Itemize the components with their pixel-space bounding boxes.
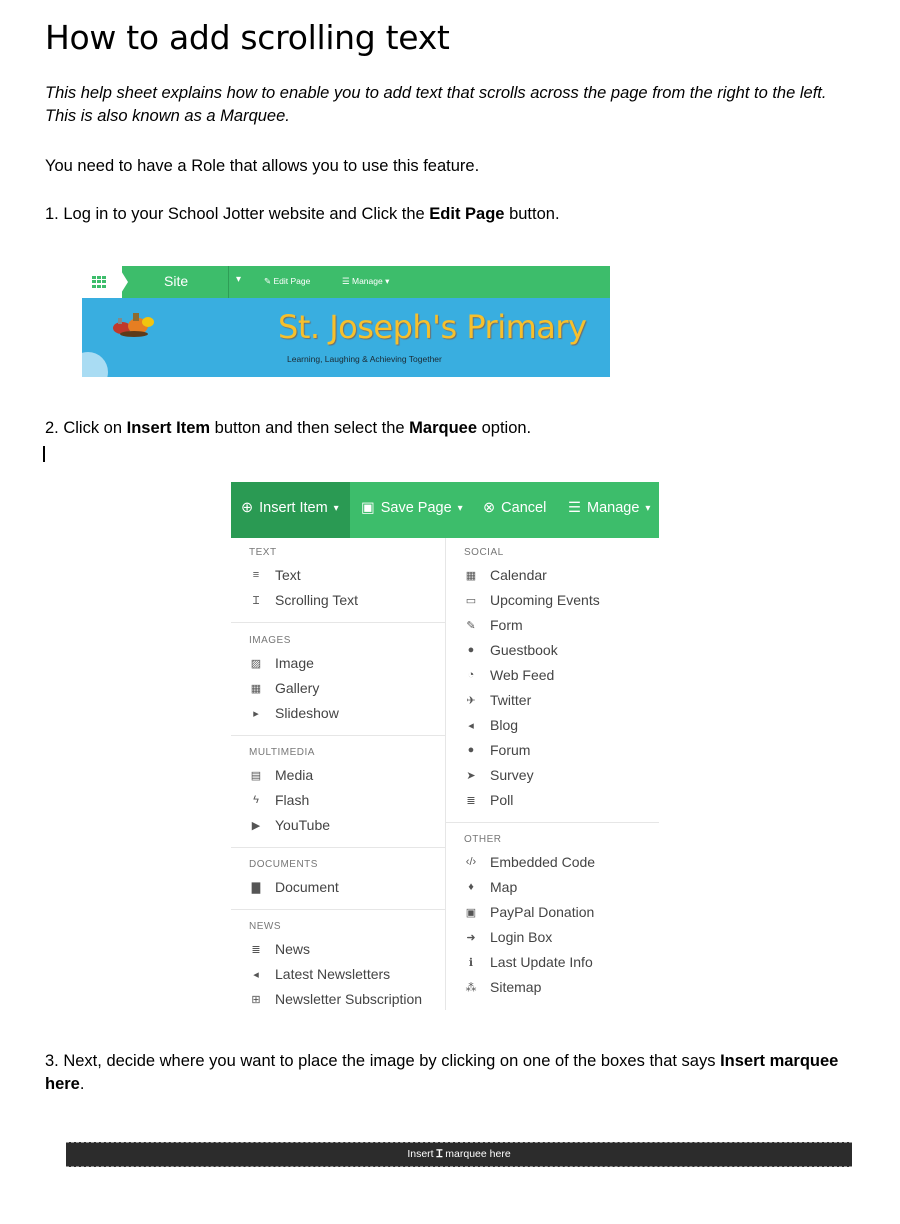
bar-divider [228, 266, 229, 298]
comment-icon: ● [467, 644, 475, 656]
insert-menu-screenshot [231, 482, 659, 1016]
step-3-bold: Insert marquee here [45, 1052, 839, 1093]
chevron-down-icon: ▾ [382, 276, 390, 286]
bullhorn-icon: ◂ [468, 719, 474, 732]
menu-item-media[interactable] [249, 767, 313, 783]
menu-item-label: Map [490, 879, 518, 895]
section-social: SOCIAL [464, 547, 504, 558]
rss-icon: ◔ [467, 669, 475, 681]
step-1-text-a: 1. Log in to your School Jotter website and Click the [45, 205, 430, 223]
menu-item-label: Latest Newsletters [275, 966, 391, 982]
menu-item-label: Twitter [490, 692, 532, 708]
section-divider [446, 822, 659, 823]
youtube-icon: ▶ [251, 819, 261, 832]
site-admin-bar [82, 266, 610, 298]
info-icon: ℹ [468, 956, 474, 969]
site-header-screenshot [82, 266, 610, 377]
manage-button[interactable] [342, 276, 389, 287]
menu-item-paypal-donation[interactable] [464, 904, 594, 920]
menu-item-label: News [275, 941, 311, 957]
menu-item-forum[interactable] [464, 742, 530, 758]
cancel-label: Cancel [501, 500, 547, 516]
save-page-label: Save Page [380, 500, 452, 516]
menu-item-label: Embedded Code [490, 854, 596, 870]
role-note: You need to have a Role that allows you to use this feature. [45, 157, 480, 175]
menu-item-login-box[interactable] [464, 929, 552, 945]
film-icon: ▤ [250, 769, 262, 782]
step-2 [45, 417, 860, 440]
menu-item-sitemap[interactable] [464, 979, 541, 995]
menu-item-scrolling-text[interactable] [249, 592, 358, 608]
menu-item-label: Blog [490, 717, 519, 733]
map-marker-icon: ♦ [468, 881, 474, 893]
comment-icon: ● [467, 744, 475, 756]
step-2-text-c: option. [477, 419, 532, 437]
insert-word: Insert [407, 1148, 434, 1160]
edit-icon: ✎ [264, 276, 274, 286]
menu-item-label: Newsletter Subscription [275, 991, 423, 1007]
menu-item-label: Upcoming Events [490, 592, 600, 608]
twitter-icon: ✈ [466, 694, 476, 707]
school-banner [82, 298, 610, 377]
grid-icon: ▦ [250, 682, 262, 695]
plus-square-icon: ⊞ [251, 993, 261, 1006]
menu-item-label: Media [275, 767, 314, 783]
menu-item-label: Text [275, 567, 301, 583]
page-title: How to add scrolling text [45, 18, 450, 57]
menu-item-youtube[interactable] [249, 817, 330, 833]
banner-decoration [82, 352, 108, 377]
insert-item-label: Insert Item [259, 500, 328, 516]
menu-item-label: Web Feed [490, 667, 555, 683]
file-icon: ▇ [251, 881, 261, 894]
calendar-empty-icon: ▭ [465, 594, 477, 607]
insert-marquee-placeholder[interactable] [66, 1142, 852, 1167]
menu-item-label: Gallery [275, 680, 320, 696]
manage-label: Manage [587, 500, 640, 516]
editor-toolbar [231, 482, 659, 538]
insert-dropdown [231, 538, 659, 1016]
chevron-down-icon: ▾ [457, 502, 463, 514]
step-1-bold: Edit Page [429, 205, 505, 223]
section-other: OTHER [464, 834, 502, 845]
manage-button[interactable] [568, 500, 650, 516]
edit-page-button[interactable] [264, 276, 310, 287]
menu-item-label: Sitemap [490, 979, 542, 995]
menu-item-label: Document [275, 879, 339, 895]
calendar-icon: ▦ [465, 569, 477, 582]
text-cursor-icon: Ɪ [436, 1148, 443, 1160]
menu-item-blog[interactable] [464, 717, 518, 733]
school-tagline: Learning, Laughing & Achieving Together [287, 354, 442, 364]
menu-icon: ☰ [568, 500, 581, 516]
grid-icon [92, 276, 106, 288]
section-multimedia: MULTIMEDIA [249, 747, 315, 758]
section-news: NEWS [249, 921, 281, 932]
save-page-button[interactable] [361, 500, 463, 516]
align-left-icon: ≡ [252, 569, 260, 581]
menu-item-flash[interactable] [249, 792, 309, 808]
section-text: TEXT [249, 547, 277, 558]
menu-item-label: Flash [275, 792, 310, 808]
close-circle-icon: ⊗ [483, 500, 496, 516]
menu-item-label: Login Box [490, 929, 553, 945]
menu-item-latest-newsletters[interactable] [249, 966, 390, 982]
column-divider [445, 538, 446, 1010]
menu-item-gallery[interactable] [249, 680, 319, 696]
list-icon: ≣ [466, 794, 476, 807]
menu-item-news[interactable] [249, 941, 310, 957]
step-1 [45, 203, 860, 226]
cancel-button[interactable] [483, 500, 546, 516]
menu-item-map[interactable] [464, 879, 517, 895]
section-divider [231, 735, 445, 736]
text-cursor [43, 446, 45, 462]
apps-grid-button[interactable] [82, 266, 122, 298]
chevron-down-icon: ▾ [645, 502, 651, 514]
step-3-text-b: . [79, 1075, 85, 1093]
menu-item-survey[interactable] [464, 767, 534, 783]
send-icon: ➤ [466, 769, 476, 782]
edit-page-label: Edit Page [273, 276, 311, 286]
section-divider [231, 909, 445, 910]
picture-icon: ▨ [250, 657, 262, 670]
menu-item-label: PayPal Donation [490, 904, 595, 920]
menu-item-newsletter-subscription[interactable] [249, 991, 422, 1007]
marquee-here-word: marquee here [445, 1148, 511, 1160]
code-icon: ‹/› [465, 856, 477, 868]
site-label: Site [164, 273, 189, 289]
sign-in-icon: ➜ [466, 931, 476, 944]
menu-item-last-update-info[interactable] [464, 954, 593, 970]
menu-item-calendar[interactable] [464, 567, 547, 583]
menu-icon: ☰ [342, 276, 352, 286]
step-2-bold-1: Insert Item [126, 419, 211, 437]
menu-item-twitter[interactable] [464, 692, 531, 708]
manage-label: Manage [351, 276, 383, 286]
menu-item-embedded-code[interactable] [464, 854, 595, 870]
sitemap-icon: ⁂ [465, 981, 477, 994]
money-icon: ▣ [465, 906, 477, 919]
step-2-text-b: button and then select the [210, 419, 410, 437]
intro-text: This help sheet explains how to enable you to add text that scrolls across the page from the right to the left. This is also known as a Marquee. [45, 84, 827, 125]
chevron-down-icon: ▾ [333, 502, 339, 514]
menu-item-label: Poll [490, 792, 514, 808]
menu-item-label: Guestbook [490, 642, 558, 658]
news-icon: ≣ [251, 943, 261, 956]
section-documents: DOCUMENTS [249, 859, 318, 870]
menu-item-label: Calendar [490, 567, 547, 583]
menu-item-text[interactable] [249, 567, 301, 583]
flash-icon: ϟ [253, 794, 259, 806]
site-dropdown-caret[interactable]: ▾ [236, 274, 242, 285]
menu-item-label: Last Update Info [490, 954, 593, 970]
save-icon: ▣ [361, 500, 375, 516]
section-divider [231, 622, 445, 623]
bullhorn-icon: ◂ [253, 968, 259, 981]
text-cursor-icon: Ɪ [252, 594, 260, 607]
menu-item-label: YouTube [275, 817, 331, 833]
menu-item-label: Form [490, 617, 523, 633]
step-2-bold-2: Marquee [409, 419, 478, 437]
menu-item-form[interactable] [464, 617, 523, 633]
school-logo-icon [108, 310, 160, 340]
menu-item-label: Forum [490, 742, 531, 758]
section-divider [231, 847, 445, 848]
menu-item-upcoming-events[interactable] [464, 592, 600, 608]
school-name: St. Joseph's Primary [278, 308, 587, 346]
step-2-text-a: 2. Click on [45, 419, 127, 437]
slideshow-icon: ▸ [253, 707, 259, 720]
section-images: IMAGES [249, 635, 291, 646]
edit-icon: ✎ [466, 619, 476, 632]
plus-circle-icon: ⊕ [241, 500, 254, 516]
menu-item-web-feed[interactable] [464, 667, 554, 683]
menu-item-label: Slideshow [275, 705, 339, 721]
step-3-text-a: 3. Next, decide where you want to place the image by clicking on one of the boxes that says [45, 1052, 721, 1070]
menu-item-label: Scrolling Text [275, 592, 359, 608]
insert-marquee-label [66, 1147, 852, 1161]
menu-item-label: Survey [490, 767, 534, 783]
step-3 [45, 1050, 860, 1096]
insert-item-button[interactable] [241, 500, 339, 516]
menu-item-label: Image [275, 655, 314, 671]
menu-item-slideshow[interactable] [249, 705, 339, 721]
menu-item-guestbook[interactable] [464, 642, 558, 658]
menu-item-document[interactable] [249, 879, 339, 895]
step-1-text-b: button. [504, 205, 560, 223]
menu-item-image[interactable] [249, 655, 314, 671]
menu-item-poll[interactable] [464, 792, 513, 808]
